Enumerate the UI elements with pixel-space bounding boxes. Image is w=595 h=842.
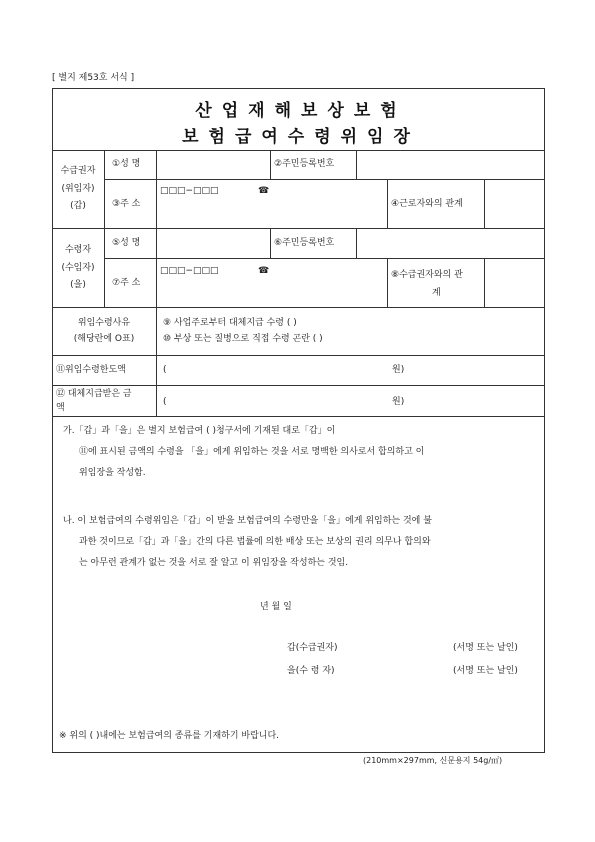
grantee-relation-field[interactable] (485, 259, 543, 306)
grantor-section-label: (갑) (70, 201, 86, 211)
signer-grantor-field[interactable] (350, 638, 450, 656)
paper-spec: (210mm×297mm, 신문용지 54g/㎡) (363, 756, 503, 765)
grantee-address-label: ⑦주 소 (112, 278, 141, 288)
grantee-name-label: ⑤성 명 (112, 238, 141, 248)
date-line[interactable]: 년 월 일 (260, 602, 292, 612)
grantee-relation-label: 계 (432, 288, 441, 298)
amount-limit-label: ⑪위임수령한도액 (56, 365, 126, 375)
grid-line (104, 258, 545, 259)
grantor-section-label: 수급권자 (60, 166, 96, 176)
grantor-name-field[interactable] (157, 151, 269, 178)
grantee-id-label: ⑥주민등록번호 (274, 238, 335, 248)
grid-line (387, 258, 388, 307)
grid-line (52, 416, 545, 417)
grid-line (52, 385, 545, 386)
signer-grantor-hint: (서명 또는 날인) (453, 643, 518, 653)
grantor-name-label: ①성 명 (112, 159, 141, 169)
frame-top (52, 88, 545, 89)
grantor-relation-field[interactable] (485, 180, 543, 227)
grantor-address-field[interactable] (157, 196, 386, 226)
grantor-relation-label: ④근로자와의 관계 (391, 199, 463, 209)
paid-unit: 원) (392, 397, 405, 407)
reason-option-injury[interactable]: ⑩ 부상 또는 질병으로 직접 수령 곤란 ( ) (163, 334, 323, 344)
agreement-paragraph-b: 는 아무런 관계가 없는 것을 서로 잘 알고 이 위임장을 작성하는 것임. (79, 558, 349, 568)
reason-label: 위임수령사유 (77, 318, 131, 328)
grid-line (387, 179, 388, 228)
signer-grantee-field[interactable] (350, 661, 450, 679)
grantee-section-label: (을) (70, 280, 86, 290)
form-title-line1: 산업재해보상보험 (195, 101, 407, 121)
form-title-line2: 보험급여수령위임장 (182, 127, 420, 147)
grid-line (52, 355, 545, 356)
agreement-paragraph-a: ⑪에 표시된 금액의 수령을 「을」에게 위임하는 것을 서로 명백한 의사로서 합의하고 이 (79, 447, 425, 457)
grantee-postcode: □□□−□□□ (160, 266, 219, 276)
grantor-address-label: ③주 소 (112, 199, 141, 209)
footnote: ※ 위의 ( )내에는 보험급여의 종류를 기재하기 바랍니다. (59, 731, 280, 741)
agreement-paragraph-a: 가.「갑」과「을」은 별지 보험급여 ( )청구서에 기재된 대로「갑」이 (63, 426, 336, 436)
frame-bottom (52, 752, 545, 753)
agreement-paragraph-b: 과한 것이므로「갑」과「을」간의 다른 법률에 의한 배상 또는 보상의 권리 의무나 합의와 (79, 537, 431, 547)
grid-line (156, 307, 157, 416)
amount-open-paren: ( (163, 365, 167, 375)
agreement-paragraph-a: 위임장을 작성함. (79, 468, 146, 478)
amount-limit-field[interactable] (172, 358, 387, 382)
grid-line (52, 307, 545, 308)
paid-amount-label: 액 (56, 403, 65, 413)
grid-line (104, 179, 545, 180)
grid-line (104, 150, 105, 307)
form-number-label: [ 별지 제53호 서식 ] (52, 73, 135, 83)
grantor-id-label: ②주민등록번호 (274, 159, 335, 169)
grantee-section-label: 수령자 (64, 245, 92, 255)
grantor-section-label: (위임자) (61, 184, 95, 194)
frame-right (544, 88, 545, 753)
agreement-paragraph-b: 나. 이 보험급여의 수령위임은「갑」이 받을 보험급여의 수령만을「을」에게 위임하는 것에 불 (63, 516, 432, 526)
grantor-postcode: □□□−□□□ (160, 186, 219, 196)
signer-grantee-role: 을(수 령 자) (287, 666, 335, 676)
signer-grantee-hint: (서명 또는 날인) (453, 666, 518, 676)
grantee-relation-label: ⑧수급권자와의 관 (391, 270, 463, 280)
phone-icon: ☎ (258, 266, 270, 276)
reason-label: (해당란에 O표) (73, 334, 135, 344)
phone-icon: ☎ (258, 186, 270, 196)
grid-line (270, 228, 271, 258)
grantee-address-field[interactable] (157, 276, 386, 306)
grantee-id-field[interactable] (357, 229, 543, 257)
paid-open-paren: ( (163, 397, 167, 407)
grantor-id-field[interactable] (357, 151, 543, 178)
grantee-name-field[interactable] (157, 229, 269, 257)
paid-amount-label: ⑫ 대체지급받은 금 (56, 389, 132, 399)
reason-option-employer[interactable]: ⑨ 사업주로부터 대체지급 수령 ( ) (163, 318, 297, 328)
paid-amount-field[interactable] (172, 389, 387, 413)
signer-grantor-role: 갑(수급권자) (287, 643, 338, 653)
grantee-section-label: (수임자) (61, 263, 95, 273)
grid-line (270, 150, 271, 179)
amount-unit: 원) (392, 365, 405, 375)
